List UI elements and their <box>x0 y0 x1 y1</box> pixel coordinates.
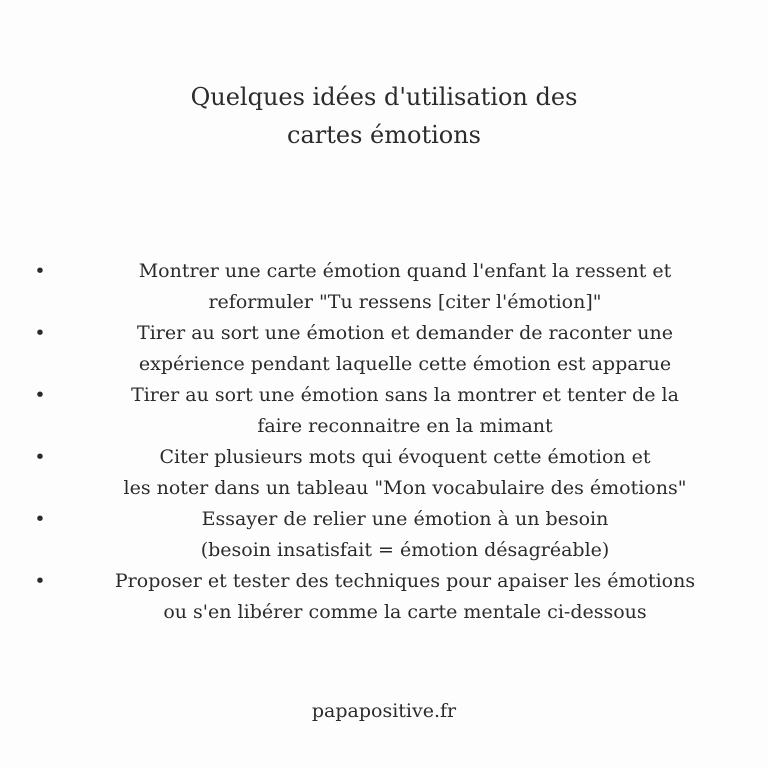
footer-site-name: papapositive.fr <box>311 700 457 722</box>
bullet-icon: • <box>34 260 46 282</box>
list-item-text <box>30 256 750 318</box>
ideas-list <box>30 256 750 628</box>
list-item-text <box>30 504 750 566</box>
list-item-text <box>30 442 750 504</box>
list-item-line: (besoin insatisfait = émotion désagréable) <box>200 539 610 561</box>
title-line-2: cartes émotions <box>287 121 481 149</box>
list-item-line: expérience pendant laquelle cette émotion est apparue <box>138 353 672 375</box>
list-item-line: reformuler "Tu ressens [citer l'émotion]" <box>208 291 602 313</box>
list-item <box>30 566 750 628</box>
list-item-line: Proposer et tester des techniques pour apaiser les émotions <box>114 570 696 592</box>
list-item <box>30 256 750 318</box>
bullet-icon: • <box>34 322 46 344</box>
list-item-line: faire reconnaitre en la mimant <box>257 415 553 437</box>
list-item-line: Montrer une carte émotion quand l'enfant la ressent et <box>138 260 672 282</box>
list-item-line: les noter dans un tableau "Mon vocabulaire des émotions" <box>123 477 687 499</box>
list-item-text <box>30 566 750 628</box>
list-item <box>30 380 750 442</box>
list-item <box>30 318 750 380</box>
bullet-icon: • <box>34 508 46 530</box>
page-title <box>0 78 768 154</box>
title-line-1: Quelques idées d'utilisation des <box>190 83 578 111</box>
list-item-line: Tirer au sort une émotion et demander de raconter une <box>137 322 673 344</box>
list-item <box>30 504 750 566</box>
bullet-icon: • <box>34 384 46 406</box>
list-item-text <box>30 318 750 380</box>
bullet-icon: • <box>34 446 46 468</box>
list-item-text <box>30 380 750 442</box>
list-item-line: Essayer de relier une émotion à un besoin <box>201 508 609 530</box>
list-item-line: Tirer au sort une émotion sans la montrer et tenter de la <box>131 384 679 406</box>
bullet-icon: • <box>34 570 46 592</box>
list-item-line: Citer plusieurs mots qui évoquent cette émotion et <box>159 446 651 468</box>
list-item-line: ou s'en libérer comme la carte mentale ci-dessous <box>163 601 647 623</box>
list-item <box>30 442 750 504</box>
